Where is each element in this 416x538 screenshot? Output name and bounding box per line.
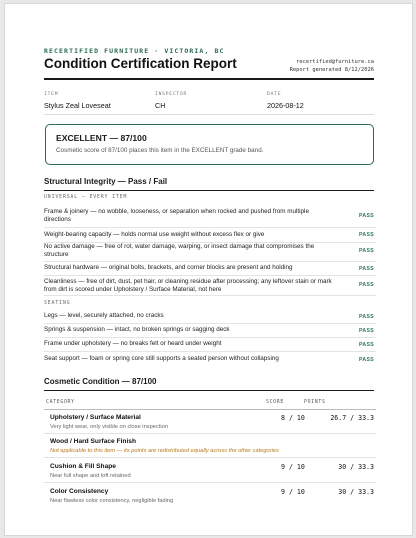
category-score: 9 / 10 <box>281 463 305 471</box>
header-rule <box>44 78 374 80</box>
pass-badge: PASS <box>359 232 374 238</box>
check-row <box>44 338 376 352</box>
check-text: Cleanliness — free of dirt, dust, pet hair, or cleaning residue after processing; any leftover stain or mark from dirt is scored under Upholstery / Surface Material, not here <box>44 278 332 294</box>
category-name: Cushion & Fill Shape <box>50 463 116 470</box>
check-text: Springs & suspension — intact, no broken springs or sagging deck <box>44 326 230 333</box>
check-row <box>44 324 376 338</box>
check-row <box>44 276 376 296</box>
table-row <box>44 410 376 434</box>
col-category: CATEGORY <box>46 400 75 405</box>
pass-badge: PASS <box>359 357 374 363</box>
category-name: Wood / Hard Surface Finish <box>50 438 136 445</box>
cosmetic-rule <box>44 390 374 391</box>
pass-badge: PASS <box>359 282 374 288</box>
check-text: Seat support — foam or spring core still supports a seated person without collapsing <box>44 355 279 362</box>
report-page <box>4 3 413 536</box>
pass-badge: PASS <box>359 342 374 348</box>
category-points: 30 / 33.3 <box>338 488 374 496</box>
pass-badge: PASS <box>359 248 374 254</box>
category-note: Not applicable to this item — its points are redistributed equally across the other categories <box>50 448 279 454</box>
table-row <box>44 483 376 508</box>
category-points: 26.7 / 33.3 <box>330 414 374 422</box>
category-note: Near full shape and loft retained <box>50 473 131 479</box>
pass-badge: PASS <box>359 266 374 272</box>
category-name: Upholstery / Surface Material <box>50 414 141 421</box>
seating-label: SEATING <box>44 301 71 306</box>
grade-box <box>45 124 374 165</box>
category-note: Very light wear, only visible on close inspection <box>50 424 168 430</box>
date-field <box>267 92 304 110</box>
report-title: Condition Certification Report <box>44 56 237 71</box>
report-meta <box>290 58 374 74</box>
item-field <box>44 92 111 110</box>
check-text: Frame under upholstery — no breaks felt or heard under weight <box>44 340 222 347</box>
check-row <box>44 352 376 367</box>
table-row <box>44 458 376 483</box>
universal-label: UNIVERSAL — EVERY ITEM <box>44 195 128 200</box>
check-row <box>44 262 376 276</box>
grade-headline: EXCELLENT — 87/100 <box>56 133 147 143</box>
table-row <box>44 434 376 458</box>
structural-rule <box>44 190 374 191</box>
check-row <box>44 228 376 243</box>
pass-badge: PASS <box>359 314 374 320</box>
brand-line: RECERTIFIED FURNITURE · VICTORIA, BC <box>44 47 225 55</box>
inspector-value: CH <box>155 101 166 110</box>
category-note: Near flawless color consistency, negligible fading <box>50 498 174 504</box>
check-text: No active damage — free of rot, water damage, warping, or insect damage that compromises the structure <box>44 243 315 259</box>
contact-email: recertified@furniture.ca <box>296 59 374 65</box>
category-name: Color Consistency <box>50 488 109 495</box>
grade-description: Cosmetic score of 87/100 places this item in the EXCELLENT grade band. <box>56 147 264 154</box>
cosmetic-title: Cosmetic Condition — 87/100 <box>44 377 157 386</box>
pass-badge: PASS <box>359 213 374 219</box>
check-text: Frame & joinery — no wobble, looseness, or separation when rocked and pushed from multiple directions <box>44 208 309 224</box>
col-points: POINTS <box>304 400 326 405</box>
generated-date: Report generated 8/12/2026 <box>289 67 374 73</box>
check-row <box>44 204 376 228</box>
item-value: Stylus Zeal Loveseat <box>44 101 111 110</box>
structural-title: Structural Integrity — Pass / Fail <box>44 177 168 186</box>
check-text: Weight-bearing capacity — holds normal use weight without excess flex or give <box>44 231 265 238</box>
category-score: 9 / 10 <box>281 488 305 496</box>
inspector-field <box>155 92 187 110</box>
cosmetic-table-header <box>44 398 376 410</box>
category-points: 30 / 33.3 <box>338 463 374 471</box>
check-text: Legs — level, securely attached, no cracks <box>44 312 164 319</box>
check-row <box>44 310 376 324</box>
check-row <box>44 243 376 262</box>
date-value: 2026-08-12 <box>267 101 304 110</box>
pass-badge: PASS <box>359 328 374 334</box>
date-label: DATE <box>267 92 282 97</box>
category-score: 8 / 10 <box>281 414 305 422</box>
inspector-label: INSPECTOR <box>155 92 188 97</box>
info-rule <box>44 114 374 115</box>
col-score: SCORE <box>266 400 284 405</box>
check-text: Structural hardware — original bolts, brackets, and corner blocks are present and holding <box>44 264 293 271</box>
item-label: ITEM <box>44 92 59 97</box>
